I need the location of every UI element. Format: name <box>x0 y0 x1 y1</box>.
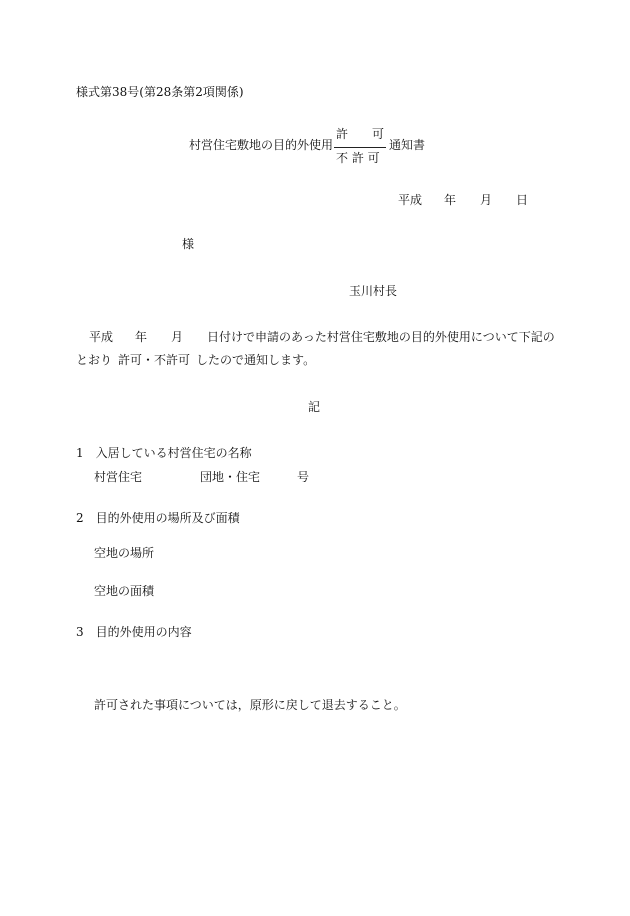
item-3-title: 目的外使用の内容 <box>95 625 192 639</box>
body-line-2 <box>76 354 315 366</box>
title-prefix: 村営住宅敷地の目的外使用 <box>189 138 334 152</box>
body-era: 平成 <box>89 330 114 344</box>
date-month: 月 <box>480 193 493 207</box>
form-number: 様式第38号(第28条第2項関係) <box>76 85 244 99</box>
item-1-sub3: 号 <box>297 470 310 484</box>
item-2-number: 2 <box>76 511 84 525</box>
date-era: 平成 <box>398 193 423 207</box>
item-2-sub2: 空地の面積 <box>94 584 155 598</box>
body-text-1: 日付けで申請のあった村営住宅敷地の目的外使用について下記の <box>207 330 555 344</box>
option-not-permit: 不 許 可 <box>336 151 380 165</box>
body-text-2: とおり <box>76 353 113 367</box>
item-1 <box>76 447 252 459</box>
item-1-sub2: 団地・住宅 <box>200 470 261 484</box>
closing-note: 許可された事項については，原形に戻して退去すること。 <box>94 698 406 712</box>
date-line <box>398 194 528 206</box>
issuer: 玉川村長 <box>349 284 398 298</box>
option-divider <box>334 147 386 148</box>
option-permit: 許 可 <box>336 127 385 141</box>
body-choice: 許可・不許可 <box>118 353 191 367</box>
item-1-title: 入居している村営住宅の名称 <box>95 446 252 460</box>
addressee-suffix: 様 <box>182 237 195 251</box>
item-2 <box>76 512 240 524</box>
body-line-1 <box>89 331 555 343</box>
date-day: 日 <box>516 193 529 207</box>
item-3 <box>76 626 192 638</box>
item-3-number: 3 <box>76 625 84 639</box>
body-text-3: したので通知します。 <box>196 353 316 367</box>
body-year: 年 <box>135 330 148 344</box>
item-1-number: 1 <box>76 446 84 460</box>
body-month: 月 <box>171 330 184 344</box>
item-2-sub1: 空地の場所 <box>94 546 155 560</box>
ki-heading: 記 <box>308 400 321 414</box>
title-suffix: 通知書 <box>389 138 426 152</box>
item-1-sub1: 村営住宅 <box>94 470 143 484</box>
date-year: 年 <box>444 193 457 207</box>
item-2-title: 目的外使用の場所及び面積 <box>95 511 240 525</box>
